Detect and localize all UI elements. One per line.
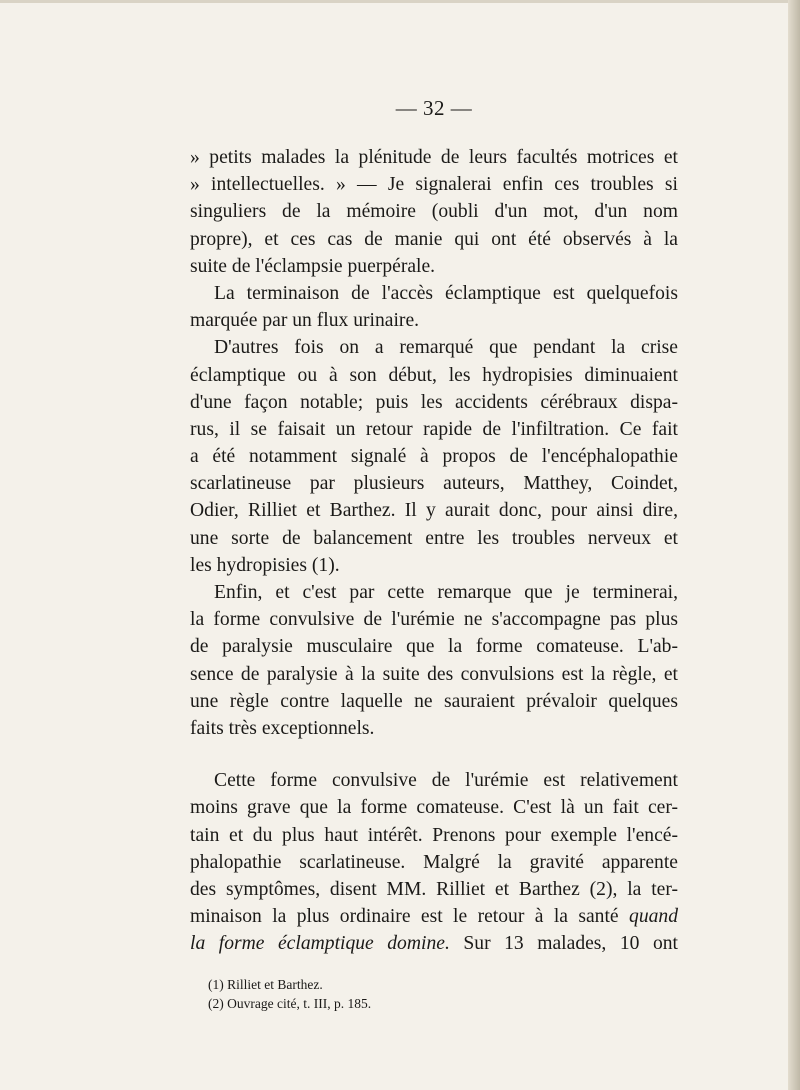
page-number: — 32 — — [395, 96, 473, 120]
text-line: » petits malades la plénitude de leurs facultés motrices et — [190, 147, 678, 168]
text-line-part: Sur 13 malades, 10 ont — [463, 933, 678, 955]
text-line: faits très exceptionnels. — [190, 717, 375, 739]
book-page — [190, 96, 678, 1013]
text-line: d'une façon notable; puis les accidents cérébraux dispa- — [190, 391, 678, 413]
top-edge — [0, 0, 788, 3]
text-line: sence de paralysie à la suite des convulsions est la règle, et — [190, 663, 678, 685]
paragraph-gap — [190, 742, 678, 767]
text-line: des symptômes, disent MM. Rilliet et Barthez (2), la ter- — [190, 878, 678, 900]
footnote: (1) Rilliet et Barthez. — [208, 977, 323, 993]
text-line: de paralysie musculaire que la forme comateuse. L'ab- — [190, 636, 678, 658]
body-text — [190, 144, 678, 957]
text-line-part: minaison la plus ordinaire est le retour à la santé — [190, 906, 619, 928]
text-line: rus, il se faisait un retour rapide de l'infiltration. Ce fait — [190, 418, 678, 440]
text-line: La terminaison de l'accès éclamptique est quelquefois — [214, 282, 678, 304]
text-line: D'autres fois on a remarqué que pendant la crise — [214, 337, 678, 359]
text-line: a été notamment signalé à propos de l'encéphalopathie — [190, 446, 678, 468]
text-line: tain et du plus haut intérêt. Prenons pour exemple l'encé- — [190, 824, 678, 846]
text-line: scarlatineuse par plusieurs auteurs, Matthey, Coindet, — [190, 473, 678, 495]
text-line: Odier, Rilliet et Barthez. Il y aurait donc, pour ainsi dire, — [190, 500, 678, 522]
text-line: une sorte de balancement entre les troubles nerveux et — [190, 527, 678, 549]
text-line: moins grave que la forme comateuse. C'est là un fait cer- — [190, 797, 678, 819]
text-line: les hydropisies (1). — [190, 554, 340, 576]
text-line: une règle contre laquelle ne sauraient prévaloir quelques — [190, 690, 678, 712]
text-line: suite de l'éclampsie puerpérale. — [190, 255, 436, 277]
text-line: la forme convulsive de l'urémie ne s'accompagne pas plus — [190, 609, 678, 631]
text-line: » intellectuelles. » — Je signalerai enfin ces troubles si — [190, 174, 678, 196]
text-line — [190, 930, 678, 957]
text-line: marquée par un flux urinaire. — [190, 310, 420, 332]
footnotes — [190, 975, 678, 1013]
text-line: éclamptique ou à son début, les hydropisies diminuaient — [190, 364, 678, 386]
text-line: Cette forme convulsive de l'urémie est relativement — [214, 770, 678, 792]
text-line: singuliers de la mémoire (oubli d'un mot, d'un nom — [190, 201, 678, 223]
footnote: (2) Ouvrage cité, t. III, p. 185. — [208, 996, 372, 1012]
page-edge — [788, 0, 800, 1090]
italic-text: quand — [629, 906, 678, 928]
text-line: Enfin, et c'est par cette remarque que je terminerai, — [214, 582, 678, 603]
text-line — [190, 903, 678, 930]
text-line: phalopathie scarlatineuse. Malgré la gravité apparente — [190, 851, 678, 873]
text-line: propre), et ces cas de manie qui ont été observés à la — [190, 228, 678, 250]
italic-text: la forme éclamptique domine. — [190, 933, 450, 955]
